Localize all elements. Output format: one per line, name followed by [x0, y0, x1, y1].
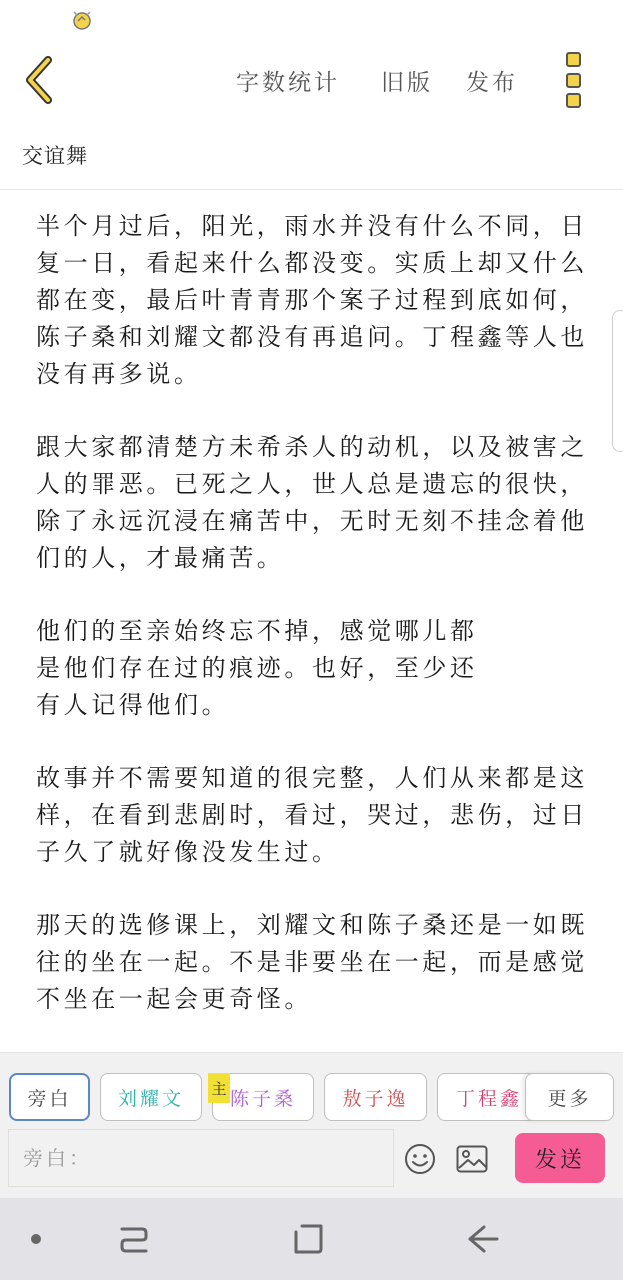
main-character-badge: 主 [208, 1073, 230, 1103]
character-chip-liu-yaowen[interactable]: 刘耀文 [100, 1073, 202, 1121]
message-input[interactable] [9, 1130, 407, 1186]
back-nav-icon[interactable] [466, 1224, 500, 1254]
chevron-left-icon [22, 56, 58, 104]
character-chip-ding-chengxin[interactable]: 丁程鑫 [437, 1073, 540, 1121]
story-content [36, 208, 596, 1054]
menu-dot-icon [566, 52, 581, 67]
old-version-button[interactable]: 旧版 [381, 70, 433, 96]
composer-panel [0, 1052, 623, 1199]
image-icon[interactable] [456, 1145, 488, 1173]
story-paragraph[interactable]: 那天的选修课上，刘耀文和陈子桑还是一如既往的坐在一起。不是非要坐在一起，而是感觉不坐在一起会更奇怪。 [36, 911, 588, 1013]
story-paragraph[interactable]: 跟大家都清楚方未希杀人的动机，以及被害之人的罪恶。已死之人，世人总是遗忘的很快，除了永远沉浸在痛苦中，无时无刻不挂念着他们的人，才最痛苦。 [36, 433, 588, 572]
menu-dot-icon [566, 93, 581, 108]
more-menu-button[interactable] [558, 52, 588, 108]
status-bar [0, 0, 623, 40]
back-button[interactable] [18, 56, 62, 104]
story-paragraph[interactable]: 故事并不需要知道的很完整，人们从来都是这样，在看到悲剧时，看过，哭过，悲伤，过日子久了就好像没发生过。 [36, 764, 588, 866]
recent-apps-icon[interactable] [118, 1223, 150, 1257]
story-paragraph[interactable]: 他们的至亲始终忘不掉，感觉哪儿都 是他们存在过的痕迹。也好，至少还 有人记得他们。 [36, 617, 478, 719]
menu-dot-icon [566, 73, 581, 88]
story-paragraph[interactable]: 半个月过后，阳光，雨水并没有什么不同，日复一日，看起来什么都没变。实质上却又什么都在变，最后叶青青那个案子过程到底如何，陈子桑和刘耀文都没有再追问。丁程鑫等人也没有再多说。 [36, 212, 588, 388]
character-chip-chen-zisang[interactable]: 陈子桑 [212, 1073, 314, 1121]
document-title[interactable]: 交谊舞 [22, 144, 88, 168]
publish-button[interactable]: 发布 [466, 70, 518, 96]
word-count-button[interactable]: 字数统计 [236, 70, 340, 96]
message-input-box[interactable] [8, 1129, 394, 1187]
notification-icon [70, 8, 94, 32]
more-characters-button[interactable]: 更多 [525, 1073, 614, 1121]
scroll-handle[interactable] [612, 310, 623, 452]
character-chip-narrator[interactable]: 旁白 [9, 1073, 90, 1121]
system-navigation-bar [0, 1198, 623, 1280]
send-button[interactable]: 发送 [515, 1133, 605, 1183]
top-toolbar [0, 40, 623, 120]
emoji-icon[interactable] [404, 1143, 436, 1175]
dot-icon[interactable] [30, 1233, 42, 1245]
title-divider [0, 189, 623, 190]
character-chip-ao-ziyi[interactable]: 敖子逸 [324, 1073, 427, 1121]
home-icon[interactable] [292, 1222, 324, 1256]
